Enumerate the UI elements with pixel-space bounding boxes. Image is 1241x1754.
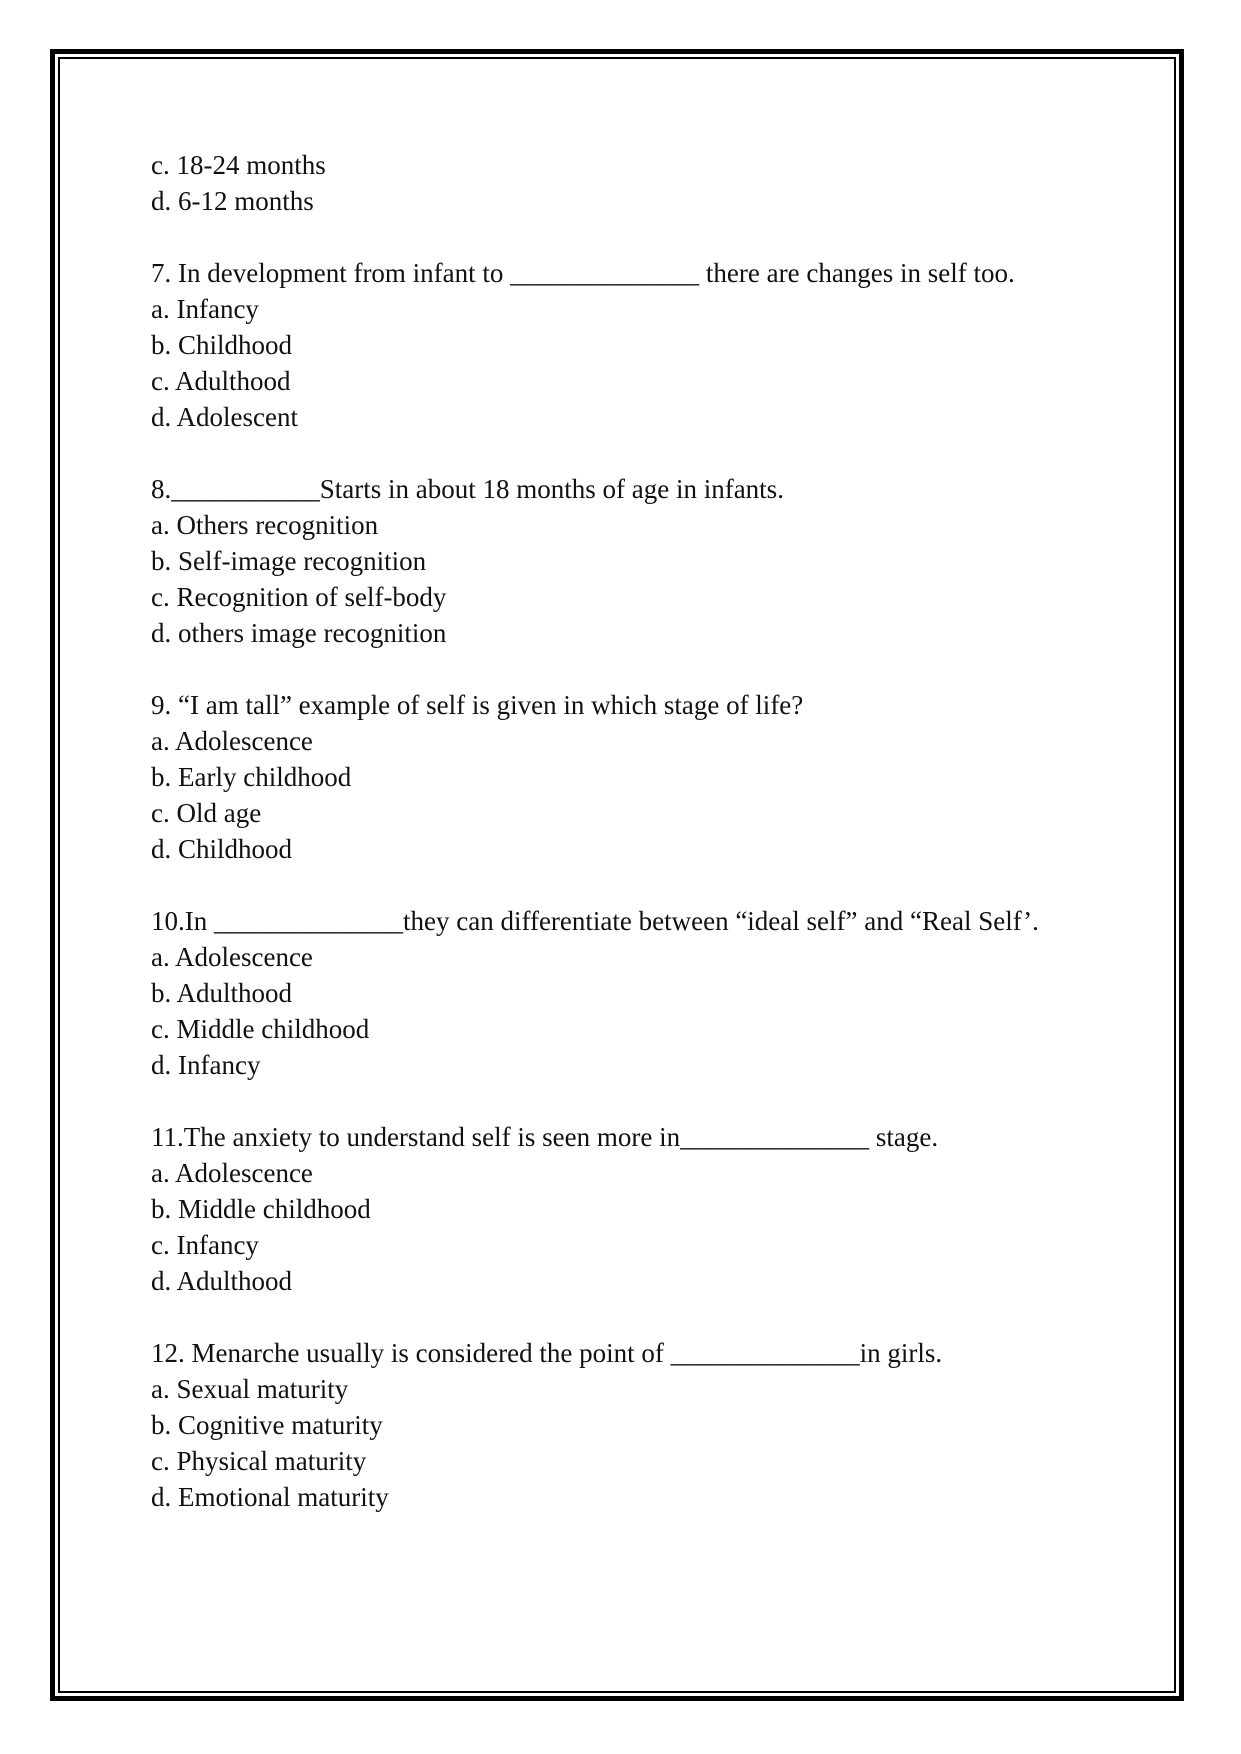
question-11 [151, 1119, 1089, 1299]
question-stem: 11.The anxiety to understand self is seen more in______________ stage. [151, 1122, 939, 1152]
option-a: a. Adolescence [151, 1158, 313, 1188]
option-b: b. Early childhood [151, 762, 352, 792]
question-12 [151, 1335, 1089, 1515]
spacer [151, 1299, 1089, 1335]
option-a: a. Adolescence [151, 942, 313, 972]
question-stem: 9. “I am tall” example of self is given in which stage of life? [151, 690, 804, 720]
option-d: d. Adulthood [151, 1266, 293, 1296]
option-c: c. Infancy [151, 1230, 259, 1260]
option-a: a. Others recognition [151, 510, 379, 540]
option-c: c. Recognition of self-body [151, 582, 447, 612]
option-d: d. Emotional maturity [151, 1482, 389, 1512]
option-c: c. 18-24 months [151, 150, 326, 180]
option-b: b. Childhood [151, 330, 293, 360]
question-10 [151, 903, 1089, 1083]
option-d: d. others image recognition [151, 618, 447, 648]
option-b: b. Middle childhood [151, 1194, 371, 1224]
question-9 [151, 687, 1089, 867]
option-c: c. Physical maturity [151, 1446, 367, 1476]
option-d: d. Adolescent [151, 402, 298, 432]
question-stem: 10.In ______________they can differentiate between “ideal self” and “Real Self’. [151, 906, 1039, 936]
option-a: a. Infancy [151, 294, 259, 324]
option-d: d. Childhood [151, 834, 293, 864]
spacer [151, 651, 1089, 687]
spacer [151, 435, 1089, 471]
option-b: b. Cognitive maturity [151, 1410, 383, 1440]
option-d: d. 6-12 months [151, 186, 314, 216]
option-c: c. Adulthood [151, 366, 291, 396]
question-7 [151, 255, 1089, 435]
option-a: a. Sexual maturity [151, 1374, 349, 1404]
question-stem: 12. Menarche usually is considered the point of ______________in girls. [151, 1338, 943, 1368]
option-b: b. Adulthood [151, 978, 293, 1008]
option-d: d. Infancy [151, 1050, 261, 1080]
spacer [151, 219, 1089, 255]
opening-options [151, 147, 1089, 219]
spacer [151, 1083, 1089, 1119]
question-stem: 7. In development from infant to ______________ there are changes in self too. [151, 258, 1015, 288]
question-8 [151, 471, 1089, 651]
question-stem: 8.___________Starts in about 18 months of age in infants. [151, 474, 784, 504]
option-a: a. Adolescence [151, 726, 313, 756]
option-b: b. Self-image recognition [151, 546, 427, 576]
question-sheet [151, 147, 1089, 1515]
option-c: c. Middle childhood [151, 1014, 370, 1044]
option-c: c. Old age [151, 798, 262, 828]
spacer [151, 867, 1089, 903]
